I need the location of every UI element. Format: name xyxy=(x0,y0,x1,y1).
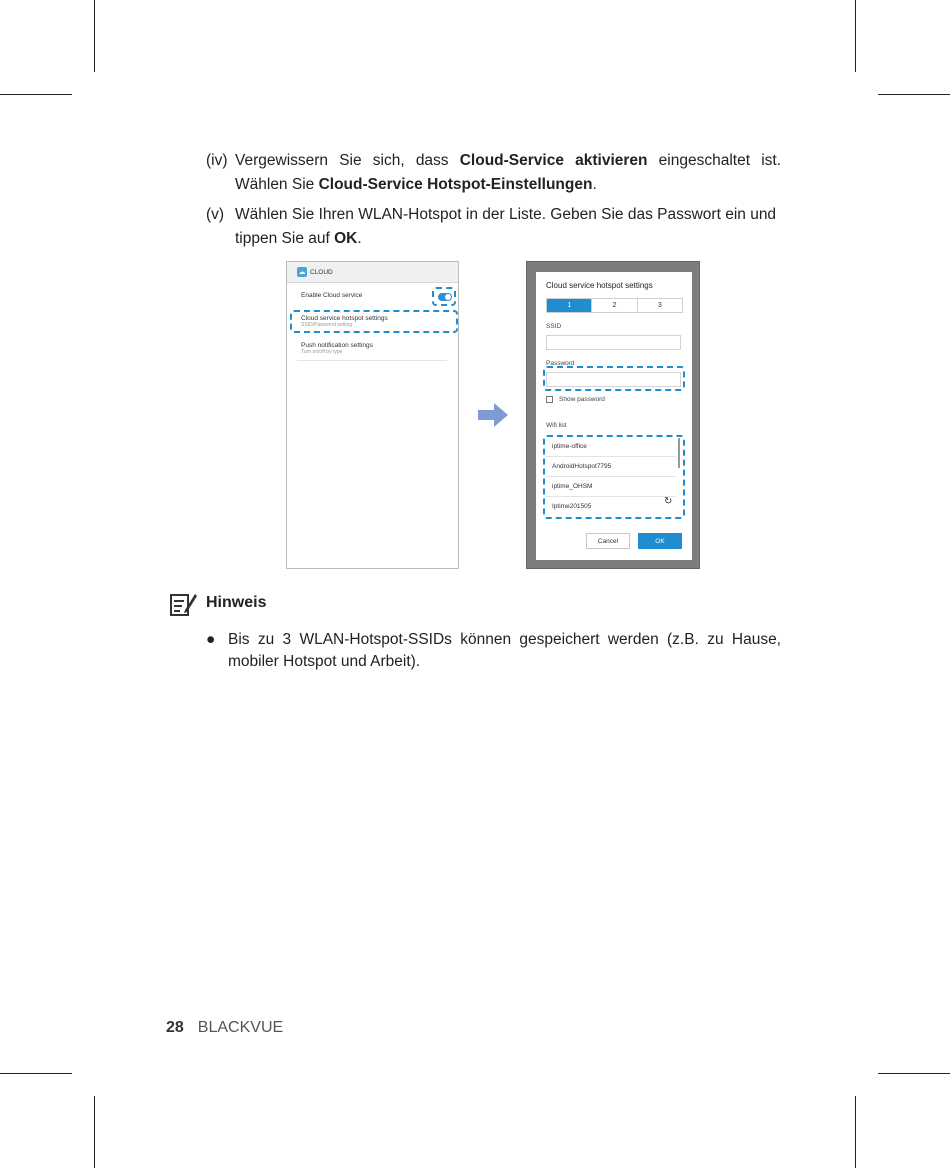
step-v xyxy=(206,203,781,251)
crop-mark xyxy=(94,0,95,72)
slot-tab-1[interactable]: 1 xyxy=(547,299,592,312)
note-bullet xyxy=(206,629,781,673)
show-password-label: Show password xyxy=(559,396,605,403)
dialog-title: Cloud service hotspot settings xyxy=(546,281,653,290)
step-text xyxy=(235,149,781,197)
crop-mark xyxy=(855,0,856,72)
step-text xyxy=(235,203,781,251)
page-footer xyxy=(166,1019,283,1037)
bullet-dot: ● xyxy=(206,631,216,648)
hotspot-dialog xyxy=(536,272,692,560)
crop-mark xyxy=(94,1096,95,1168)
step-number: (iv) xyxy=(206,152,228,169)
refresh-icon[interactable]: ↻ xyxy=(664,496,673,507)
wifi-item[interactable]: Iptime201505 xyxy=(552,503,592,510)
wifi-list-label: Wifi list xyxy=(546,422,567,429)
hotspot-settings-highlight xyxy=(290,310,458,333)
app-header xyxy=(287,262,458,283)
toggle-highlight xyxy=(432,287,456,306)
slot-tabs xyxy=(546,298,683,313)
push-notification-row[interactable] xyxy=(301,342,373,355)
note-title: Hinweis xyxy=(206,594,267,611)
crop-mark xyxy=(855,1096,856,1168)
crop-mark xyxy=(878,1073,950,1074)
enable-cloud-row[interactable] xyxy=(301,292,362,299)
step-text-part: Wählen Sie Ihren WLAN-Hotspot in der Liste. Geben Sie das Passwort ein und tippen Sie auf xyxy=(235,206,777,247)
crop-mark xyxy=(878,94,950,95)
hotspot-settings-sub: SSID/Password setting xyxy=(301,322,353,328)
step-text-part: . xyxy=(357,230,362,247)
note-bullet-text: Bis zu 3 WLAN-Hotspot-SSIDs können gespeichert werden (z.B. zu Hause, mobiler Hotspot und Arbeit). xyxy=(228,631,781,670)
page-number: 28 xyxy=(166,1019,184,1036)
enable-cloud-label: Enable Cloud service xyxy=(301,292,363,299)
note-icon xyxy=(168,590,198,618)
step-text-bold: Cloud-Service Hotspot-Einstellungen xyxy=(318,176,593,193)
step-text-part: Vergewissern Sie sich, dass xyxy=(235,152,460,169)
ok-button[interactable]: OK xyxy=(638,533,682,549)
ssid-label: SSID xyxy=(546,323,562,330)
show-password-checkbox[interactable] xyxy=(546,396,553,403)
cloud-app-icon: ☁ xyxy=(298,269,306,276)
ssid-field[interactable] xyxy=(546,335,681,350)
wifi-item[interactable]: iptime_OHSM xyxy=(552,483,593,490)
password-highlight xyxy=(543,366,685,391)
wifi-list-highlight xyxy=(543,435,685,519)
right-arrow-icon xyxy=(478,403,508,427)
app-title: CLOUD xyxy=(310,268,333,276)
password-label: Password xyxy=(546,360,575,367)
crop-mark xyxy=(0,1073,72,1074)
step-text-part: . xyxy=(592,176,597,193)
step-text-bold: Cloud-Service aktivieren xyxy=(459,152,648,169)
wifi-item[interactable]: AndroidHotspot7795 xyxy=(552,463,612,470)
wifi-item[interactable]: iptime-office xyxy=(552,443,587,450)
step-text-part: eingeschaltet ist. Wählen Sie xyxy=(235,152,781,193)
crop-mark xyxy=(0,94,72,95)
brand-name: BLACKVUE xyxy=(197,1019,284,1036)
hotspot-settings-label: Cloud service hotspot settings xyxy=(301,315,388,322)
slot-tab-2[interactable]: 2 xyxy=(592,299,637,312)
divider xyxy=(297,360,447,361)
cloud-settings-screenshot xyxy=(286,261,459,569)
slot-tab-3[interactable]: 3 xyxy=(657,302,662,309)
push-notification-sub: Turn on/off by type xyxy=(301,349,343,355)
cancel-button[interactable]: Cancel xyxy=(586,533,630,549)
hotspot-dialog-screenshot xyxy=(526,261,700,569)
step-iv xyxy=(206,149,781,197)
push-notification-label: Push notification settings xyxy=(301,342,373,349)
step-text-bold: OK xyxy=(334,230,358,247)
step-number: (v) xyxy=(206,206,225,223)
